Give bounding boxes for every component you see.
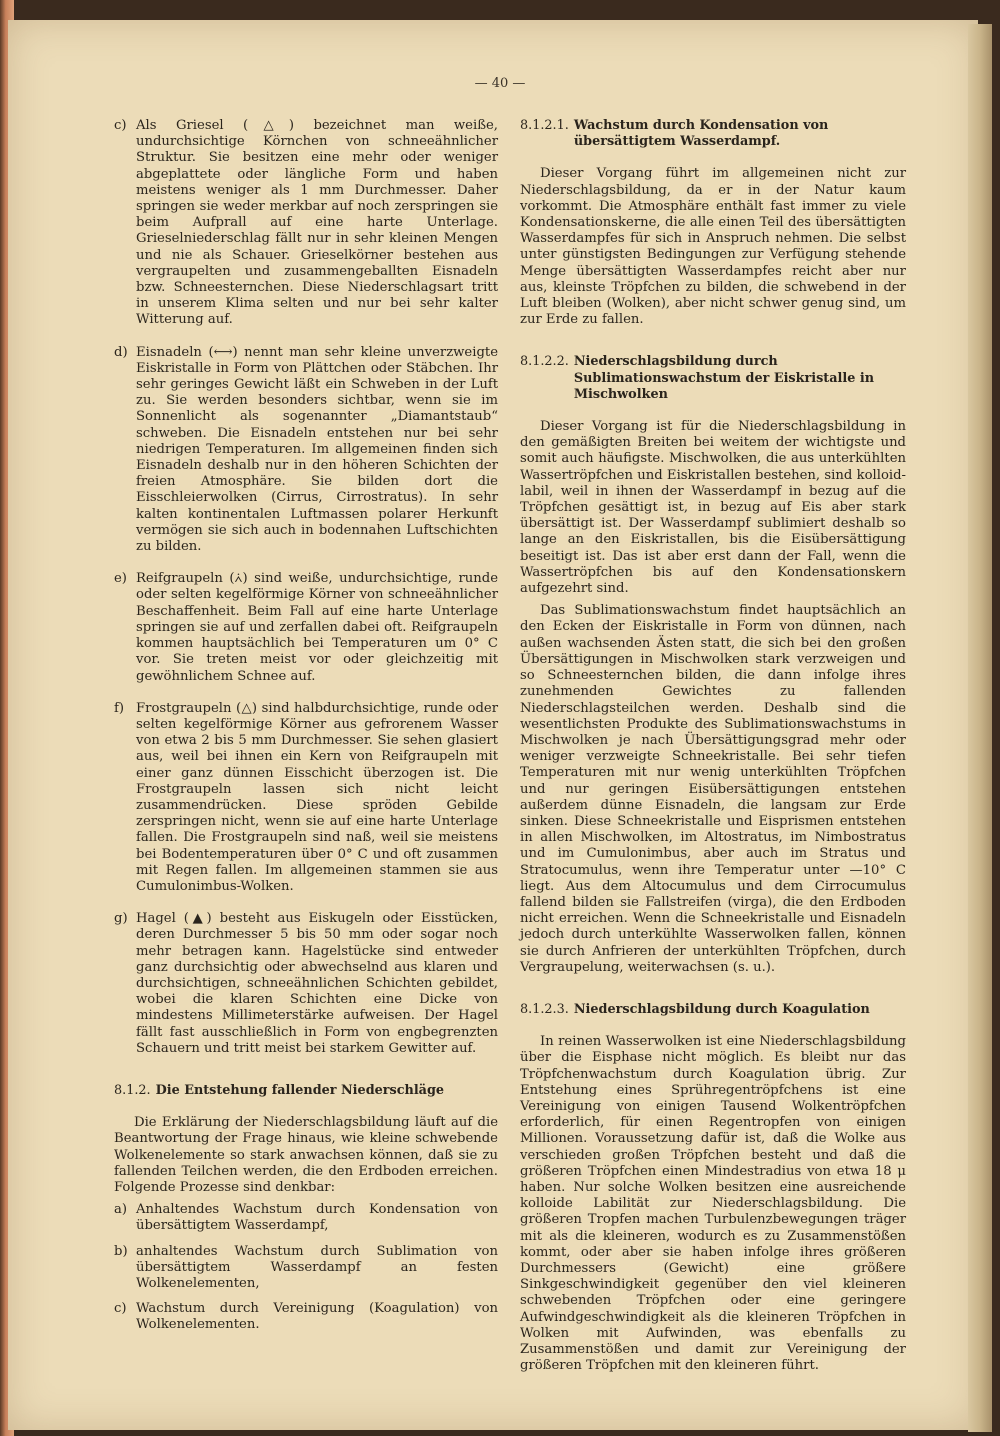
list-item-d [114,345,498,556]
section-title: Die Entstehung fallender Niederschläge [155,1082,445,1098]
paragraph: In reinen Wasserwolken ist eine Niederschlagsbildung über die Eisphase nicht möglich. Es bleibt nur das Tröpfchenwachstum durch Koagulation übrig. Zur Entstehung eines Sprühregentröpfchens ist eine Vereinigung von einigen Tausend Wolkentröpfchen erforderlich, für einen Regentropfen von einigen Millionen. Voraussetzung dafür ist, daß die Wolke aus verschieden großen Tröpfchen besteht und daß die größeren Tröpfchen einen Mindestradius von etwa 18 μ haben. Nur solche Wolken besitzen eine ausreichende kolloide Labilität zur Niederschlagsbildung. Die größeren Tropfen machen Turbulenzbewegungen träger mit als die kleineren, wodurch es zu Zusammenstößen kommt, oder aber sie haben infolge ihres größeren Durchmessers (Gewicht) eine größere Sinkgeschwindigkeit gegenüber den viel kleineren schwebenden Tröpfchen oder eine geringere Aufwindgeschwindigkeit als die kleineren Tröpfchen in Wolken mit Aufwinden, was ebenfalls zu Zusammenstößen und damit zur Vereinigung der größeren Tröpfchen mit den kleineren führt. [520,1034,906,1374]
item-text: anhaltendes Wachstum durch Sublimation von übersättigtem Wasserdampf an festen Wolkenelementen, [136,1243,498,1291]
paragraph: Dieser Vorgang führt im allgemeinen nicht zur Niederschlagsbildung, da er in der Natur kaum vorkommt. Die Atmosphäre enthält fast immer zu viele Kondensationskerne, die alle einen Teil des übersättigten Wasserdampfes für sich in Anspruch nehmen. Die selbst unter günstigsten Bedingungen zur Verfügung stehende Menge übersättigten Wasserdampfes reicht aber nur aus, kleinste Tröpfchen zu bilden, die schwebend in der Luft bleiben (Wolken), aber nicht schwer genug sind, um zur Erde zu fallen. [520,166,906,328]
section-title: Niederschlagsbildung durch Koagulation [573,1001,870,1017]
item-text: Als Griesel (△) bezeichnet man weiße, undurchsichtige Körnchen von schneeähnlicher Struktur. Sie besitzen eine mehr oder weniger abgeplattete oder längliche Form und haben meistens weniger als 1 mm Durchmesser. Daher springen sie weder merkbar auf noch zerspringen sie beim Aufprall auf eine harte Unterlage. Grieselniederschlag fällt nur in sehr kleinen Mengen und nie als Schauer. Grieselkörner bestehen aus vergraupelten und zusammengeballten Eisnadeln bzw. Schneesternchen. Diese Niederschlagsart tritt in unserem Klima selten und nur bei sehr kalter Witterung auf. [136,118,498,328]
item-letter: b) [114,1243,128,1259]
item-letter: c) [114,1301,127,1317]
section-title: Niederschlagsbildung durch Sublimationswachstum der Eiskristalle in Mischwolken [573,354,874,402]
left-column [114,118,498,1343]
item-letter: d) [114,344,128,360]
section-number: 8.1.2.2. [520,354,569,370]
item-letter: c) [114,118,127,133]
section-number: 8.1.2. [114,1082,151,1098]
item-letter: f) [114,700,125,716]
item-letter: a) [114,1202,128,1218]
item-text: Anhaltendes Wachstum durch Kondensation von übersättigtem Wasserdampf, [136,1202,498,1234]
list-item-c [114,118,498,329]
item-text: Hagel (▲) besteht aus Eiskugeln oder Eisstücken, deren Durchmesser 5 bis 50 mm oder sogar noch mehr betragen kann. Hagelstücke sind entweder ganz durchsichtig oder abwechselnd aus klaren und durchsichtigen, schneeähnlichen Schichten gebildet, wobei die klaren Schichten eine Dicke von mindestens Millimeterstärke aufweisen. Der Hagel fällt fast ausschließlich in Form von engbegrenzten Schauern und tritt meist bei starkem Gewitter auf. [136,911,498,1056]
section-heading-8122 [520,354,906,403]
item-text: Reifgraupeln (⩑) sind weiße, undurchsichtige, runde oder selten kegelförmige Körner von schneeähnlicher Beschaffenheit. Beim Fall auf eine harte Unterlage springen sie auf und zerfallen dabei oft. Reifgraupeln kommen hauptsächlich bei Temperaturen um 0° C vor. Sie treten meist vor oder gleichzeitig mit gewöhnlichem Schnee auf. [136,571,498,684]
item-text: Frostgraupeln (△) sind halbdurchsichtige, runde oder selten kegelförmige Körner aus gefrorenem Wasser von etwa 2 bis 5 mm Durchmesser. Sie sehen glasiert aus, weil bei ihnen ein Kern von Reifgraupeln mit einer ganz dünnen Eisschicht überzogen ist. Die Frostgraupeln lassen sich nicht leicht zusammendrücken. Diese spröden Gebilde zerspringen nicht, wenn sie auf eine harte Unterlage fallen. Die Frostgraupeln sind naß, weil sie meistens bei Bodentemperaturen über 0° C und oft zusammen mit Regen fallen. Im allgemeinen stammen sie aus Cumulonimbus-Wolken. [136,700,498,894]
page-edge-stack [968,24,992,1432]
list-item-f [114,701,498,895]
section-heading-8123 [520,1002,906,1018]
paragraph: Das Sublimationswachstum findet hauptsächlich an den Ecken der Eiskristalle in Form von dünnen, nach außen wachsenden Ästen statt, die sich bei den großen Übersättigungen in Mischwolken stark verzweigen und so Schneesternchen bilden, die dann infolge ihres zunehmenden Gewichtes zu fallenden Niederschlagsteilchen werden. Deshalb sind die wesentlichsten Produkte des Sublimationswachstums in Mischwolken je nach Übersättigungsgrad mehr oder weniger verzweigte Schneekristalle. Bei sehr tiefen Temperaturen mit nur wenig unterkühlten Tröpfchen und nur geringen Eisübersättigungen entstehen außerdem dünne Eisnadeln, die langsam zur Erde sinken. Diese Schneekristalle und Eisprismen entstehen in allen Mischwolken, im Altostratus, im Nimbostratus und im Cumulonimbus, aber auch im Stratus und Stratocumulus, wenn ihre Temperatur unter —10° C liegt. Aus dem Altocumulus und dem Cirrocumulus fallend bilden sie Fallstreifen (virga), die den Erdboden nicht erreichen. Wenn die Schneekristalle und Eisnadeln jedoch durch unterkühlte Wasserwolken fallen, können sie durch Anfrieren der unterkühlten Tröpfchen, durch Vergraupelung, weiterwachsen (s. u.). [520,603,906,975]
section-title: Wachstum durch Kondensation von übersättigtem Wasserdampf. [573,118,829,150]
item-text: Wachstum durch Vereinigung (Koagulation) von Wolkenelementen. [136,1301,498,1333]
item-letter: e) [114,571,127,587]
list-item-g [114,911,498,1057]
paragraph: Dieser Vorgang ist für die Niederschlagsbildung in den gemäßigten Breiten bei weitem der wichtigste und somit auch häufigste. Mischwolken, die aus unterkühlten Wassertröpfchen und Eiskristallen bestehen, sind kolloid-labil, weil in ihnen der Wasserdampf in bezug auf die Tröpfchen gesättigt ist, in bezug auf Eis aber stark übersättigt ist. Der Wasserdampf sublimiert deshalb so lange an den Eiskristallen, bis die Eisübersättigung beseitigt ist. Das ist aber erst dann der Fall, wenn die Wassertröpfchen bis auf den Kondensationskern aufgezehrt sind. [520,419,906,597]
process-item-a [114,1202,498,1234]
list-item-e [114,571,498,684]
section-number: 8.1.2.1. [520,118,569,133]
section-intro: Die Erklärung der Niederschlagsbildung läuft auf die Beantwortung der Frage hinaus, wie kleine schwebende Wolkenelemente so stark anwachsen können, daß sie zu fallenden Teilchen werden, die den Erdboden erreichen. Folgende Prozesse sind denkbar: [114,1115,498,1195]
item-text: Eisnadeln (⟷) nennt man sehr kleine unverzweigte Eiskristalle in Form von Plättchen oder Stäbchen. Ihr sehr geringes Gewicht läßt ein Schweben in der Luft zu. Sie werden besonders sichtbar, wenn sie im Sonnenlicht als sogenannter „Diamantstaub“ schweben. Die Eisnadeln entstehen nur bei sehr niedrigen Temperaturen. Im allgemeinen finden sich Eisnadeln deshalb nur in den höheren Schichten der freien Atmosphäre. Sie bilden dort die Eisschleierwolken (Cirrus, Cirrostratus). In sehr kalten kontinentalen Luftmassen polarer Herkunft vermögen sie sich auch in bodennahen Luftschichten zu bilden. [136,344,498,555]
section-heading-8121 [520,118,906,150]
section-number: 8.1.2.3. [520,1001,569,1017]
right-column [520,118,906,1380]
section-heading-812 [114,1083,498,1099]
process-item-c [114,1301,498,1333]
item-letter: g) [114,911,128,927]
process-item-b [114,1244,498,1293]
page-number: — 40 — [474,76,526,91]
